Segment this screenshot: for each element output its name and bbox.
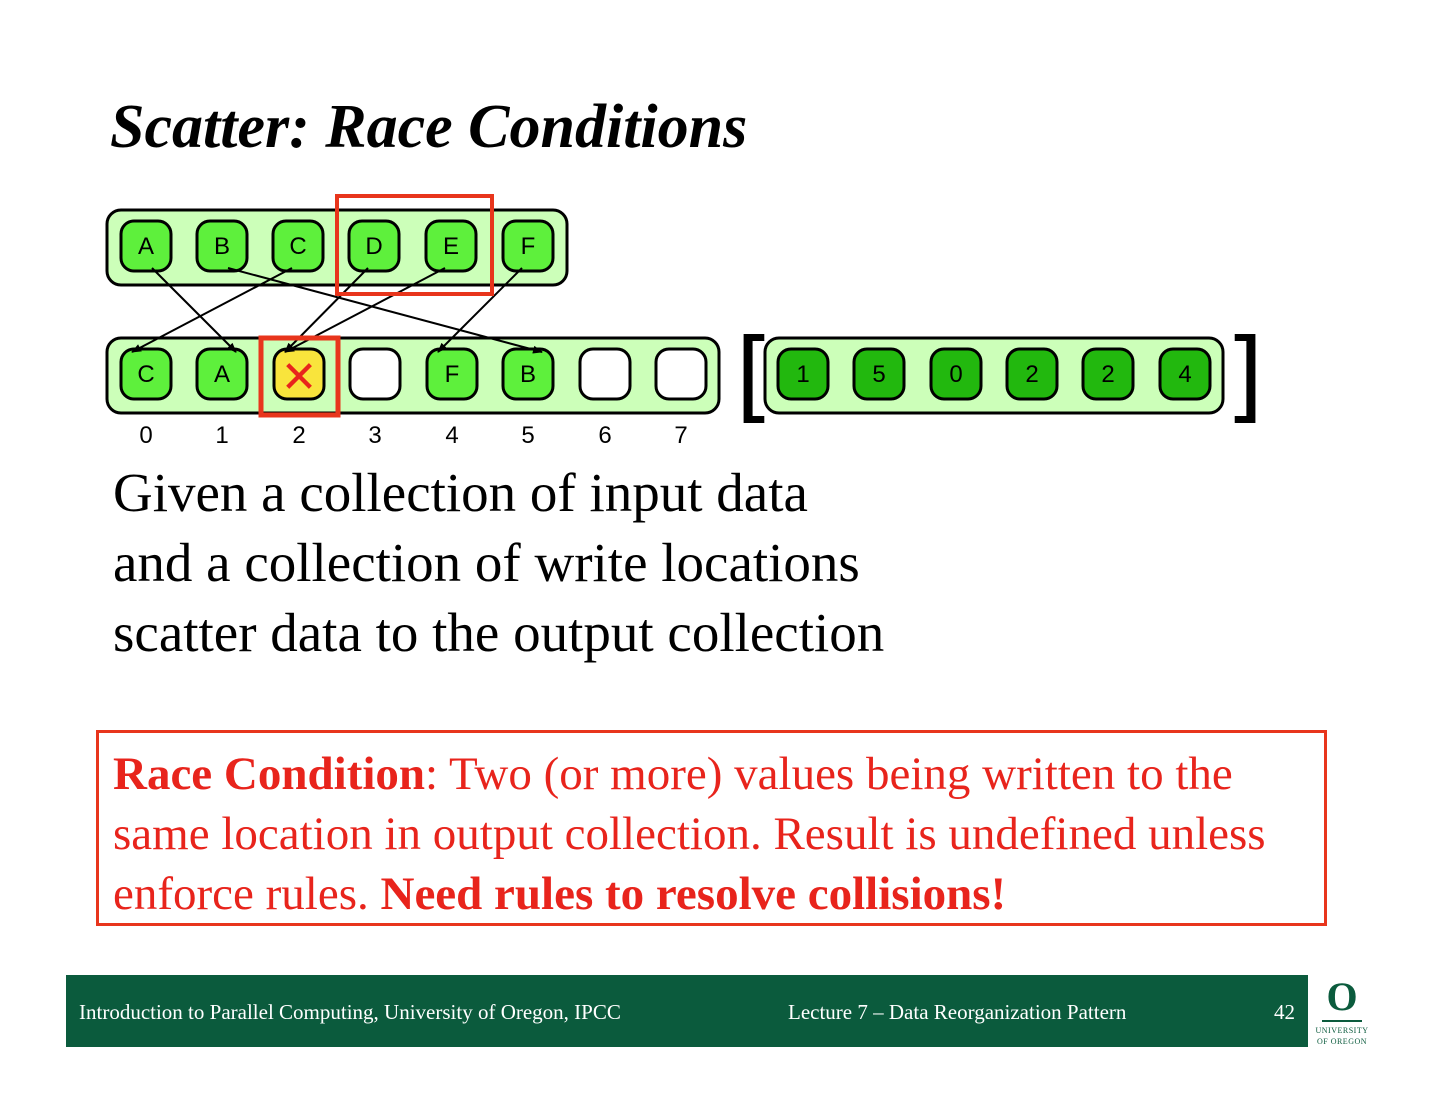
empty-output-cell [350,349,400,399]
index-label: 2 [292,422,306,449]
race-condition-term: Race Condition [113,748,426,800]
location-cell-label: 0 [949,361,963,388]
index-label: 6 [598,422,612,449]
input-cell-label: E [442,233,460,260]
logo-text-oregon: OF OREGON [1316,1037,1368,1046]
race-condition-definition: : Two (or more) values being written to the same location in output collection. Result is undefined unless enforce rules. [113,748,1266,920]
index-label: 1 [215,422,229,449]
logo-rule [1322,1020,1362,1022]
index-label: 3 [368,422,382,449]
input-cell-label: A [137,233,155,260]
location-cell-label: 5 [872,361,886,388]
race-condition-text [113,744,1323,924]
input-cell-label: D [365,233,383,260]
index-label: 0 [139,422,153,449]
locations-open-bracket: [ [735,317,775,434]
footer-course: Introduction to Parallel Computing, University of Oregon, IPCC [79,1000,621,1024]
location-cell-label: 2 [1025,361,1039,388]
race-condition-emphasis: Need rules to resolve collisions! [380,868,1007,920]
output-cell-label: F [444,361,460,388]
location-cell-label: 4 [1178,361,1192,388]
body-line: scatter data to the output collection [113,602,885,663]
slide-title: Scatter: Race Conditions [110,93,748,161]
locations-container [765,338,1223,413]
locations-close-bracket: ] [1225,317,1265,434]
footer-bar [66,975,1308,1047]
collision-x-icon: ✕ [280,352,318,403]
footer-lecture: Lecture 7 – Data Reorganization Pattern [788,1000,1127,1024]
output-cell-label: C [137,361,155,388]
input-cell-label: B [213,233,231,260]
empty-output-cell [656,349,706,399]
output-cell-label: B [519,361,537,388]
index-label: 4 [445,422,459,449]
page-number: 42 [1274,1000,1295,1024]
university-logo [1310,975,1374,1051]
index-label: 7 [674,422,688,449]
input-cell-label: C [289,233,307,260]
logo-o-mark: O [1326,974,1358,1019]
body-line: Given a collection of input data [113,462,808,523]
logo-text-university: UNIVERSITY [1315,1026,1369,1035]
empty-output-cell [580,349,630,399]
body-text [113,458,884,668]
scatter-diagram [0,0,1440,460]
location-cell-label: 1 [796,361,810,388]
input-cell-label: F [520,233,536,260]
body-line: and a collection of write locations [113,532,860,593]
location-cell-label: 2 [1101,361,1115,388]
output-cell-label: A [213,361,231,388]
index-label: 5 [521,422,535,449]
